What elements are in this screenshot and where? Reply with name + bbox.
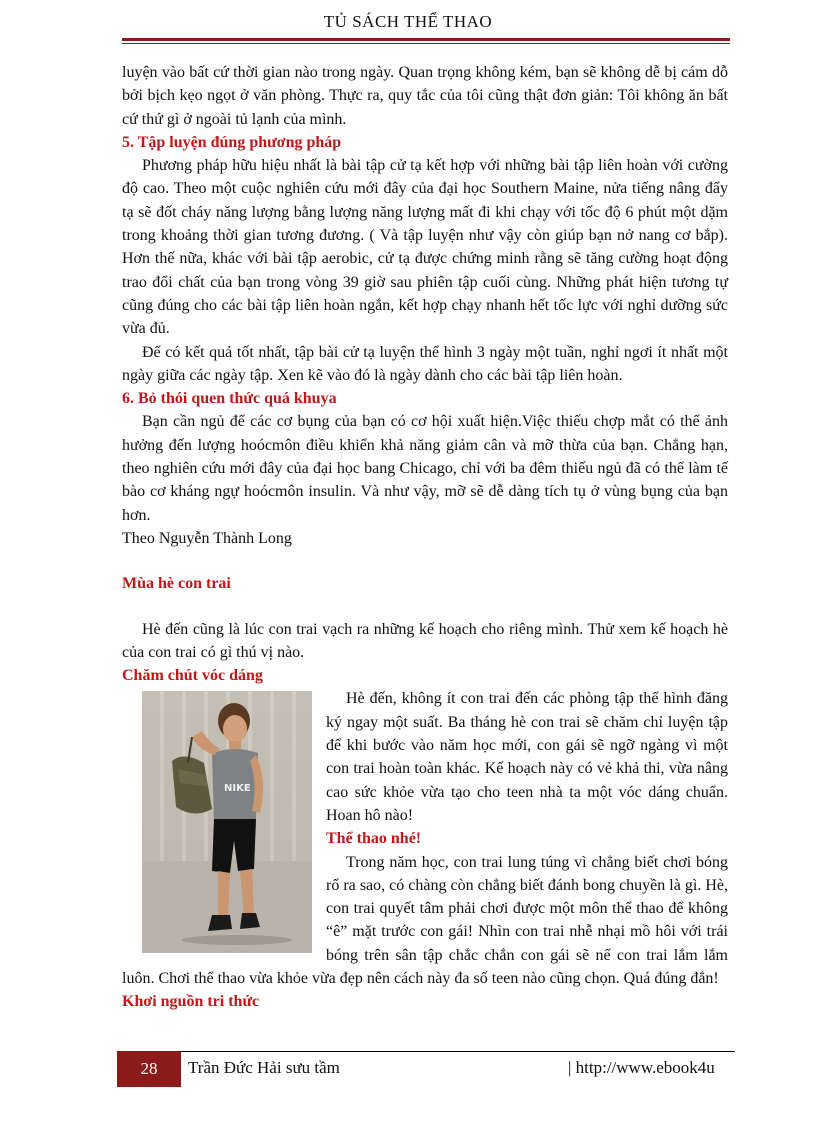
subheading-cham-chut: Chăm chút vóc dáng bbox=[122, 667, 263, 685]
footer-author: Trần Đức Hải sưu tầm bbox=[188, 1058, 340, 1077]
subheading-the-thao: Thể thao nhé! bbox=[326, 830, 422, 848]
page-header-title: TỦ SÁCH THỂ THAO bbox=[323, 12, 493, 31]
section-6-paragraph: Bạn cần ngủ để các cơ bụng của bạn có cơ hội xuất hiện.Việc thiếu chợp mắt có thể ảnh hưởng đến lượng hoócmôn điều khiển khả năng giảm cân và mỡ thừa của bạn. Chẳng hạn, theo nghiên cứu mới đây của đại học bang Chicago, chỉ với ba đêm thiếu ngủ đã có thể làm tế bào cơ kháng ngự hoócmôn insulin. Và như vậy, mỡ sẽ dễ dàng tích tụ ở vùng bụng của bạn hơn. bbox=[122, 413, 728, 524]
page-number: 28 bbox=[117, 1051, 181, 1087]
subheading-khoi-nguon: Khơi nguồn tri thức bbox=[122, 993, 260, 1011]
header-rule-thin bbox=[122, 43, 730, 44]
subsection-1-paragraph: Hè đến, không ít con trai đến các phòng tập thể hình đăng ký ngay một suất. Ba tháng hè con trai sẽ chăm chỉ luyện tập để khi bước vào năm học mới, con gái sẽ ngỡ ngàng vì một con trai hoàn toàn khác. Kế hoạch này có vẻ khả thi, vừa nâng cao sức khỏe vừa tạo cho teen nhà ta một vóc dáng chuẩn. Hoan hô nào! bbox=[326, 690, 728, 824]
shirt-logo-text: NIKE bbox=[224, 783, 251, 795]
article-intro: Hè đến cũng là lúc con trai vạch ra những kế hoạch cho riêng mình. Thử xem kế hoạch hè của con trai có gì thú vị nào. bbox=[122, 620, 728, 661]
article-title: Mùa hè con trai bbox=[122, 575, 231, 593]
person-figure bbox=[142, 691, 312, 953]
footer-rule bbox=[181, 1051, 735, 1052]
subsection-2-paragraph: Trong năm học, con trai lung túng vì chẳng biết chơi bóng rổ ra sao, có chàng còn chẳng biết đánh bong chuyền là gì. Hè, con trai quyết tâm phải chơi được một môn thể thao để không “ê” mặt trước con gái! Nhìn con trai nhễ nhại mồ hôi với trái bóng trên sân tập chắc chắn con gái sẽ nể con trai lắm lắm luôn. Chơi thể thao vừa khỏe vừa đẹp nên cách này đa số teen nào cũng chọn. Quá đúng đắn! bbox=[122, 853, 728, 987]
footer-url-link[interactable]: | http://www.ebook4u bbox=[568, 1058, 715, 1077]
section-5-heading: 5. Tập luyện đúng phương pháp bbox=[122, 133, 342, 151]
photo-young-man-with-bag bbox=[142, 691, 312, 953]
section-6-heading: 6. Bỏ thói quen thức quá khuya bbox=[122, 390, 337, 408]
page-content bbox=[122, 61, 728, 1014]
continued-paragraph: luyện vào bất cứ thời gian nào trong ngày. Quan trọng không kém, bạn sẽ không dễ bị cám dỗ bởi bịch kẹo ngọt ở văn phòng. Thực ra, quy tắc của tôi cũng thật đơn giản: Tôi không ăn bất cứ thứ gì ở ngoài tủ lạnh của mình. bbox=[122, 64, 728, 128]
section-5-paragraph-2: Để có kết quả tốt nhất, tập bài cử tạ luyện thể hình 3 ngày một tuần, nghỉ ngơi ít nhất một ngày giữa các ngày tập. Xen kẽ vào đó là ngày dành cho các bài tập liên hoàn. bbox=[122, 343, 728, 384]
header-rule bbox=[122, 38, 730, 41]
article-byline: Theo Nguyễn Thành Long bbox=[122, 529, 292, 547]
section-5-paragraph-1: Phương pháp hữu hiệu nhất là bài tập cử tạ kết hợp với những bài tập liên hoàn với cường độ cao. Theo một cuộc nghiên cứu mới đây của đại học Southern Maine, nửa tiếng nâng đẩy tạ sẽ đốt cháy năng lượng bằng lượng năng lượng mất đi khi chạy với tốc độ 6 phút một dặm trong khoảng thời gian tương đương. ( Và tập luyện như vậy còn giúp bạn nở nang cơ bắp). Hơn thế nữa, khác với bài tập aerobic, cử tạ được chứng minh rằng sẽ tăng cường hoạt động trao đổi chất của bạn trong vòng 39 giờ sau phiên tập cuối cùng. Những phát hiện tương tự cũng đúng cho các bài tập liên hoàn ngắn, kết hợp chạy nhanh hết tốc lực với nghỉ dưỡng sức vừa đủ. bbox=[122, 157, 728, 338]
